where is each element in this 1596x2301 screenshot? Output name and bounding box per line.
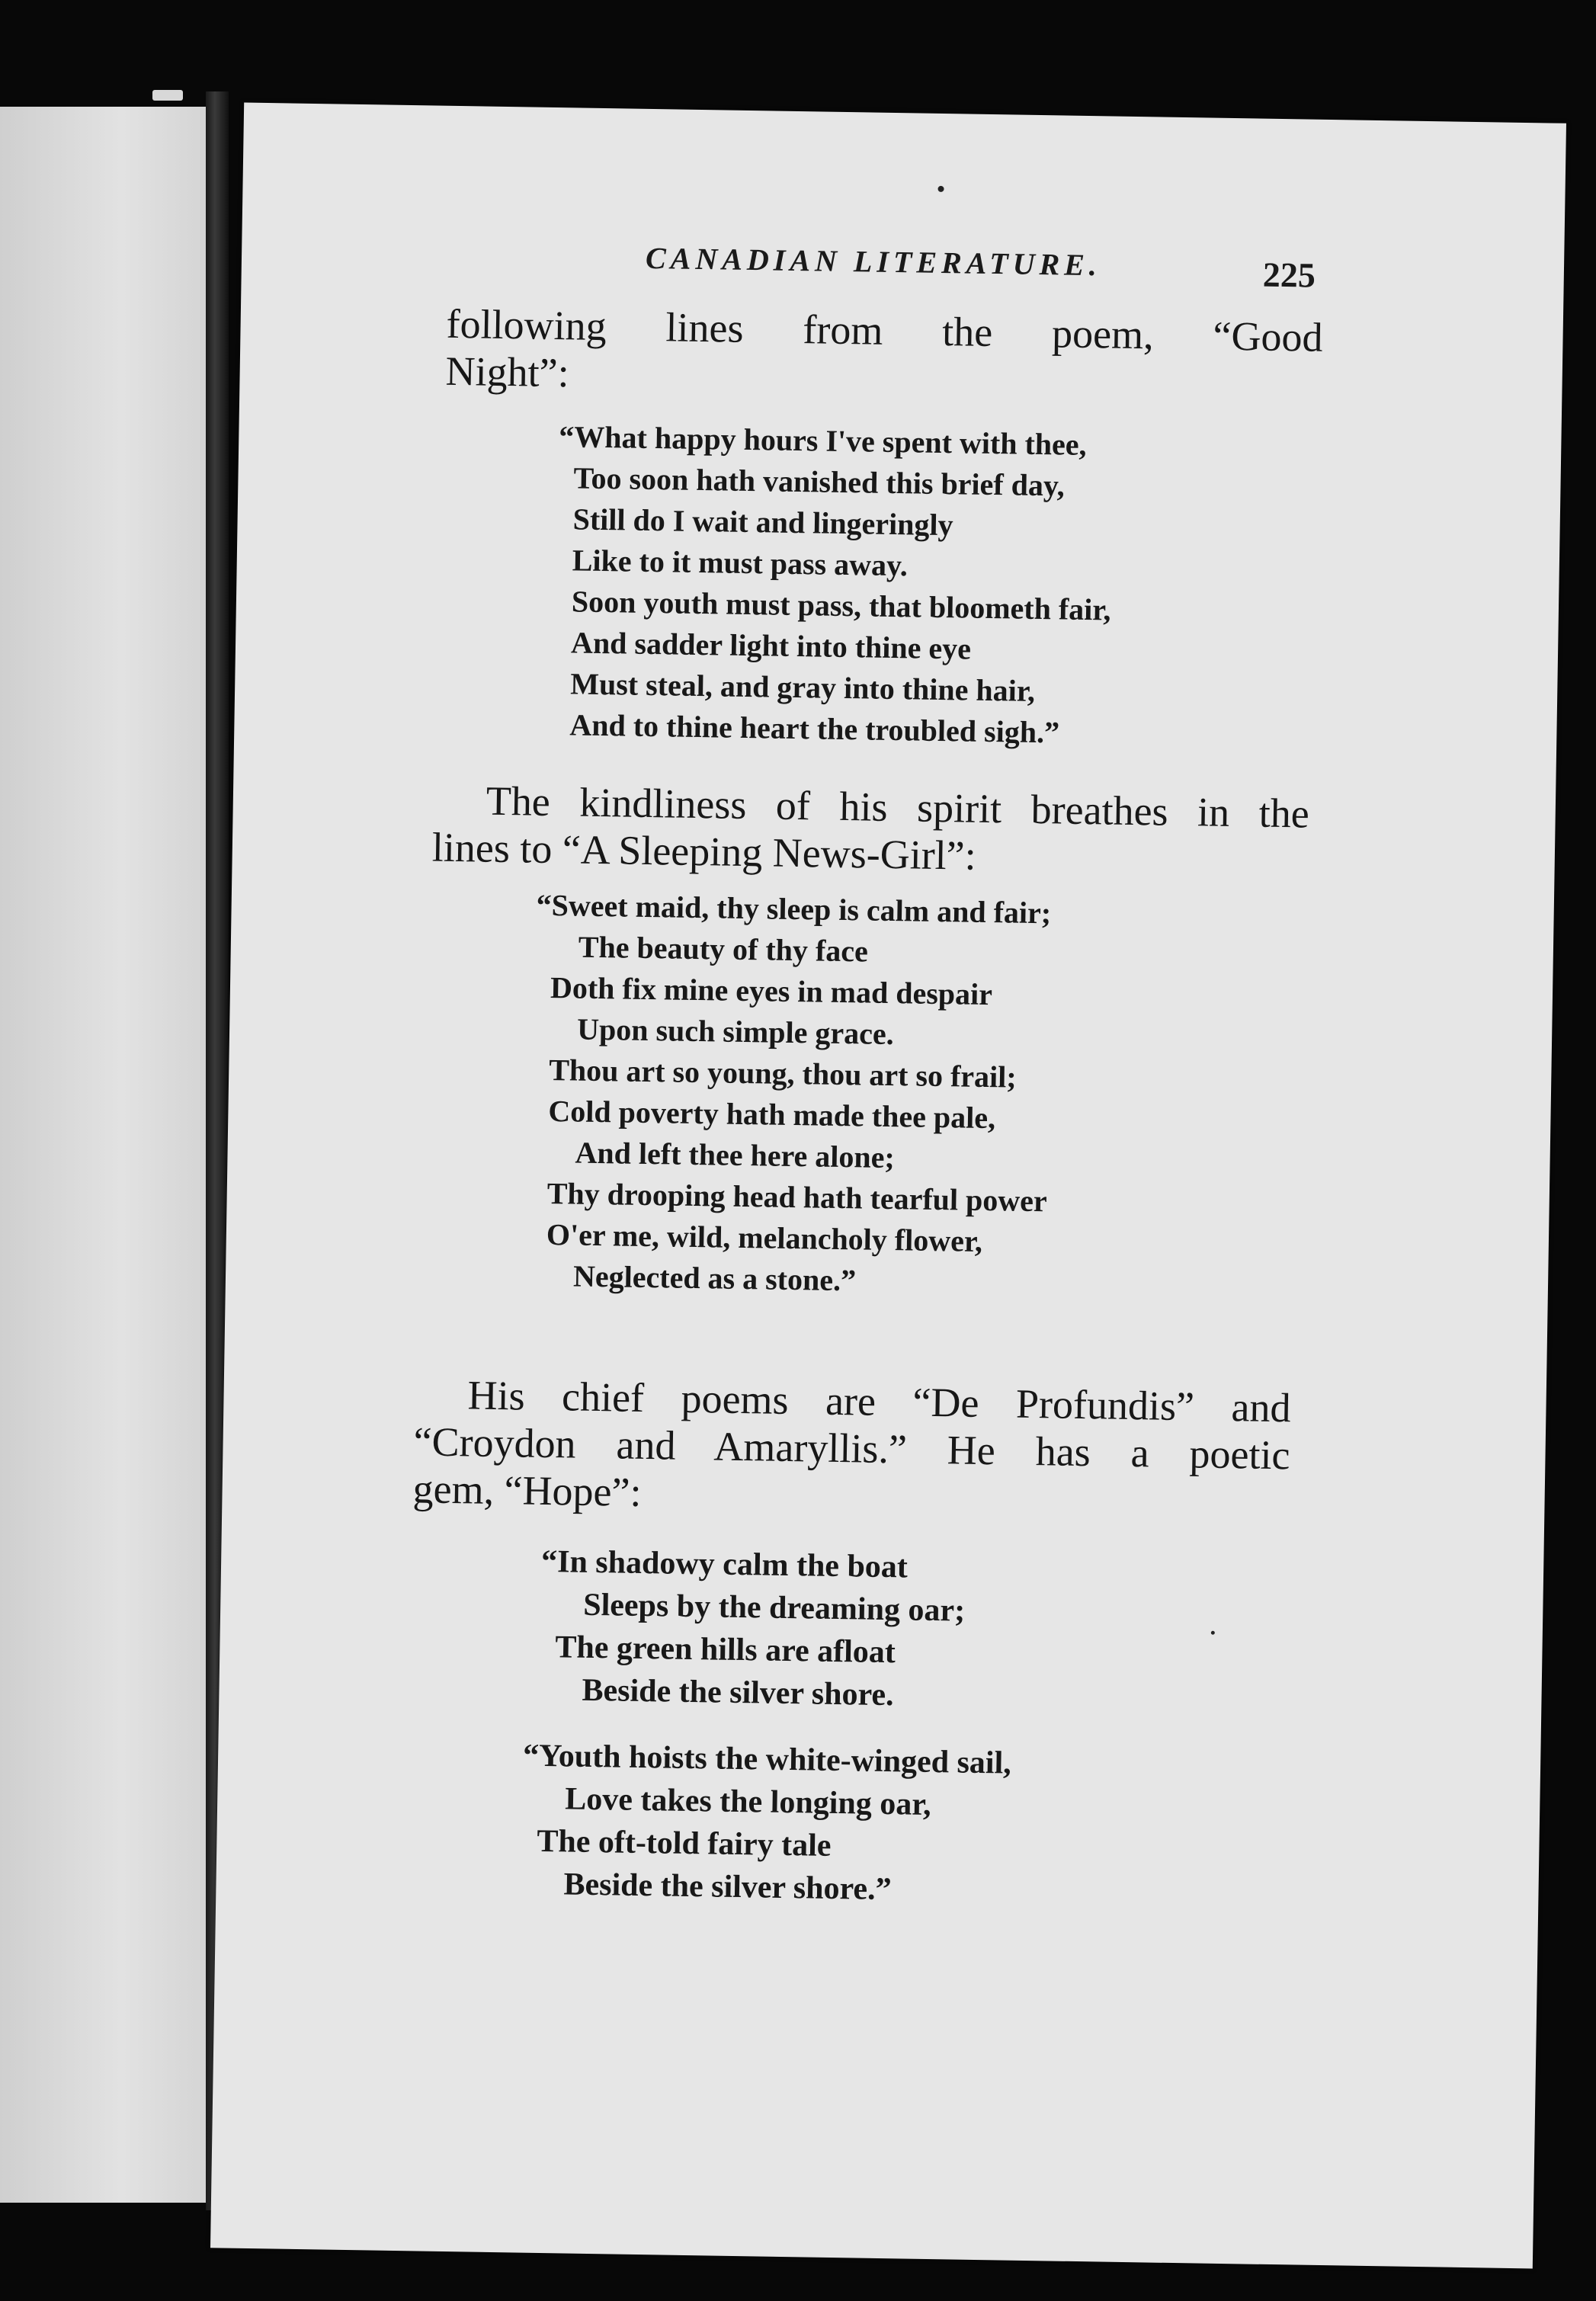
verse-line: “What happy hours I've spent with thee, [559, 419, 1087, 462]
verse-line: Beside the silver shore.” [563, 1867, 892, 1908]
verse-line: O'er me, wild, melancholy flower, [546, 1216, 983, 1258]
page-number: 225 [1262, 255, 1316, 295]
page-speck [1211, 1631, 1215, 1635]
verse-line: And left thee here alone; [575, 1135, 896, 1175]
text-line: lines to “A Sleeping News-Girl”: [431, 824, 977, 879]
page-speck [937, 186, 944, 192]
running-title: CANADIAN LITERATURE. [645, 240, 1102, 283]
verse-line: Neglected as a stone.” [572, 1258, 857, 1298]
verse-line: Soon youth must pass, that bloometh fair, [571, 584, 1111, 627]
text-line: gem, “Hope”: [412, 1466, 642, 1515]
verse-line: “Youth hoists the white-winged sail, [522, 1738, 1012, 1781]
verse-line: Still do I wait and lingeringly [572, 502, 953, 543]
verse-line: Cold poverty hath made thee pale, [548, 1093, 996, 1136]
verse-line: Like to it must pass away. [572, 543, 909, 583]
verse-line: Doth fix mine eyes in mad despair [550, 970, 993, 1012]
verse-line: “In shadowy calm the boat [540, 1543, 909, 1585]
text-line: Night”: [445, 348, 570, 396]
verse-line: And to thine heart the troubled sigh.” [569, 707, 1060, 750]
text-line: following lines from the poem, “Good [446, 300, 1324, 361]
verse-line: Too soon hath vanished this brief day, [573, 460, 1066, 503]
verse-line: “Sweet maid, thy sleep is calm and fair; [536, 887, 1052, 931]
text-line: “Croydon and Amaryllis.” He has a poetic [413, 1418, 1290, 1479]
verse-line: Thou art so young, thou art so frail; [548, 1052, 1018, 1094]
paragraph-intro-news-girl [431, 777, 1309, 885]
facing-page-edge [0, 107, 221, 2203]
verse-line: Love takes the longing oar, [564, 1781, 931, 1822]
verse-line: And sadder light into thine eye [570, 625, 972, 666]
poem-hope-stanza-2 [521, 1735, 1011, 1913]
poem-hope-stanza-1 [539, 1540, 966, 1718]
poem-sleeping-news-girl [530, 885, 1052, 1305]
verse-line: Beside the silver shore. [582, 1672, 894, 1713]
verse-line: The green hills are afloat [555, 1630, 896, 1671]
text-line: The kindliness of his spirit breathes in the [486, 777, 1310, 837]
book-page [210, 103, 1566, 2269]
verse-line: The oft-told fairy tale [537, 1823, 832, 1864]
verse-line: Sleeps by the dreaming oar; [582, 1587, 966, 1629]
paragraph-chief-poems [412, 1370, 1291, 1526]
verse-line: The beauty of thy face [578, 929, 869, 969]
verse-line: Thy drooping head hath tearful power [546, 1175, 1048, 1219]
verse-line: Upon such simple grace. [576, 1011, 895, 1052]
poem-good-night [554, 416, 1114, 754]
paragraph-intro-good-night [445, 300, 1323, 409]
text-line: His chief poems are “De Profundis” and [467, 1372, 1291, 1431]
verse-line: Must steal, and gray into thine hair, [569, 666, 1036, 708]
page-edge-mark [152, 90, 183, 101]
